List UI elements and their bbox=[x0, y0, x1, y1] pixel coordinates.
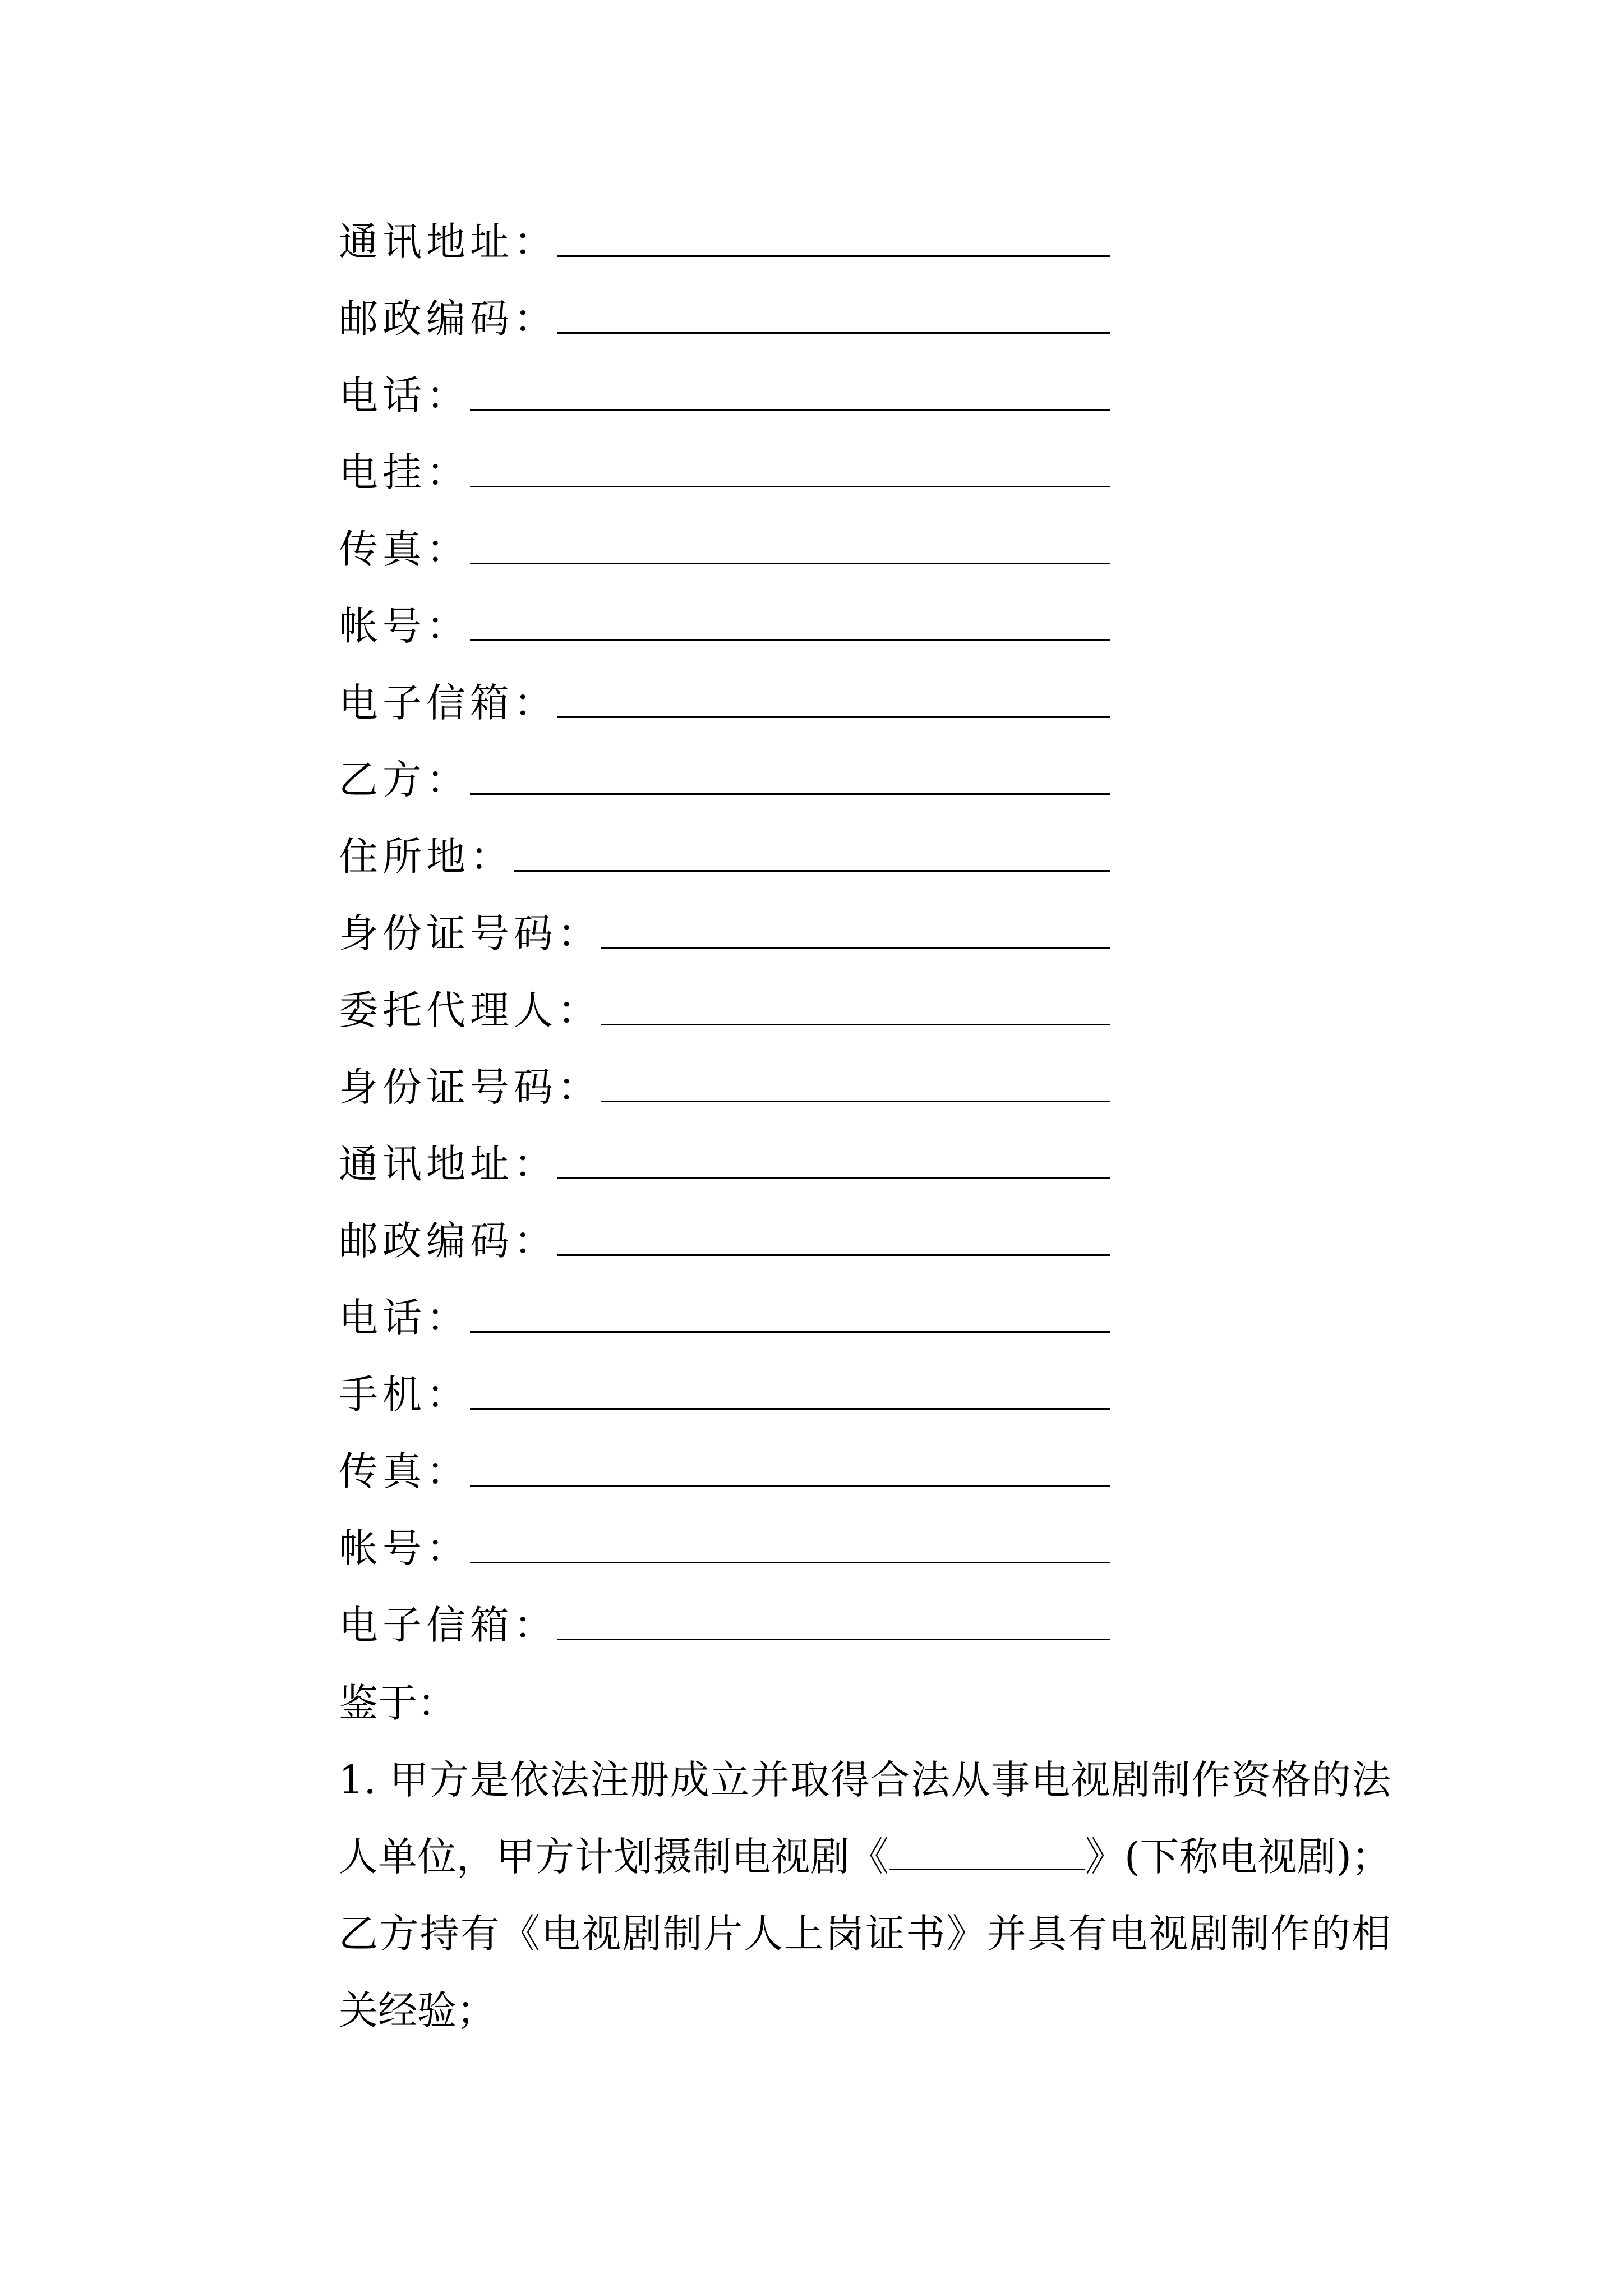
clause-1-text-part1: 1. 甲方是依法注册成立并取得合法从事电视剧制作资格的法人单位，甲方计划摄制电视剧《 bbox=[339, 1757, 1391, 1880]
fill-in-line[interactable] bbox=[557, 1638, 1110, 1640]
fill-in-line[interactable] bbox=[470, 1484, 1110, 1487]
postal-code-field bbox=[339, 1201, 1110, 1263]
fill-in-line[interactable] bbox=[557, 332, 1110, 334]
clause-1-paragraph bbox=[247, 1742, 1391, 2049]
fill-in-line[interactable] bbox=[470, 639, 1110, 641]
field-label: 委托代理人： bbox=[339, 987, 601, 1033]
drama-title-blank[interactable] bbox=[889, 1834, 1085, 1870]
field-label: 电话： bbox=[339, 1295, 470, 1341]
field-label: 乙方： bbox=[339, 757, 470, 803]
agent-field bbox=[339, 970, 1110, 1032]
fill-in-line[interactable] bbox=[557, 255, 1110, 257]
field-label: 电子信箱： bbox=[339, 1602, 557, 1648]
fill-in-line[interactable] bbox=[470, 1331, 1110, 1333]
residence-field bbox=[339, 817, 1110, 878]
fax-field bbox=[339, 1432, 1110, 1493]
field-label: 电挂： bbox=[339, 449, 470, 495]
field-label: 手机： bbox=[339, 1372, 470, 1418]
fill-in-line[interactable] bbox=[557, 1254, 1110, 1256]
fill-in-line[interactable] bbox=[470, 793, 1110, 795]
field-label: 帐号： bbox=[339, 1525, 470, 1571]
fill-in-line[interactable] bbox=[514, 869, 1110, 872]
email-field bbox=[339, 663, 1110, 725]
fax-field bbox=[339, 509, 1110, 571]
fill-in-line[interactable] bbox=[470, 485, 1110, 487]
field-label: 传真： bbox=[339, 1448, 470, 1494]
fill-in-line[interactable] bbox=[601, 946, 1110, 949]
fill-in-line[interactable] bbox=[557, 1177, 1110, 1179]
phone-field bbox=[339, 1278, 1110, 1340]
field-label: 电子信箱： bbox=[339, 680, 557, 726]
id-number-field bbox=[339, 894, 1110, 955]
postal-code-field bbox=[339, 279, 1110, 341]
mailing-address-field bbox=[339, 1124, 1110, 1186]
fill-in-line[interactable] bbox=[470, 408, 1110, 411]
fill-in-line[interactable] bbox=[470, 1407, 1110, 1410]
field-label: 通讯地址： bbox=[339, 219, 557, 265]
field-label: 身份证号码： bbox=[339, 910, 601, 956]
field-label: 邮政编码： bbox=[339, 1218, 557, 1264]
whereas-label: 鉴于： bbox=[339, 1680, 457, 1726]
clause-1-text-part2: 》(下称电视剧)；乙方持有《电视剧制片人上岗证书》并具有电视剧制作的相关经验； bbox=[339, 1834, 1391, 2033]
email-field bbox=[339, 1585, 1110, 1647]
fill-in-line[interactable] bbox=[557, 716, 1110, 718]
field-label: 帐号： bbox=[339, 603, 470, 649]
phone-field bbox=[339, 356, 1110, 417]
whereas-heading bbox=[339, 1665, 675, 1742]
account-field bbox=[339, 586, 1110, 648]
field-label: 身份证号码： bbox=[339, 1064, 601, 1110]
fill-in-line[interactable] bbox=[601, 1023, 1110, 1025]
fill-in-line[interactable] bbox=[601, 1100, 1110, 1102]
field-label: 住所地： bbox=[339, 834, 514, 880]
fill-in-line[interactable] bbox=[470, 1561, 1110, 1563]
field-label: 邮政编码： bbox=[339, 296, 557, 342]
clause-1-text bbox=[247, 1742, 1391, 2049]
agent-id-number-field bbox=[339, 1047, 1110, 1109]
mailing-address-field bbox=[339, 202, 1110, 264]
field-label: 通讯地址： bbox=[339, 1141, 557, 1187]
field-label: 电话： bbox=[339, 372, 470, 418]
fill-in-line[interactable] bbox=[470, 562, 1110, 564]
account-field bbox=[339, 1508, 1110, 1570]
party-b-field bbox=[339, 740, 1110, 802]
mobile-field bbox=[339, 1355, 1110, 1416]
telegraph-field bbox=[339, 432, 1110, 494]
field-label: 传真： bbox=[339, 526, 470, 572]
